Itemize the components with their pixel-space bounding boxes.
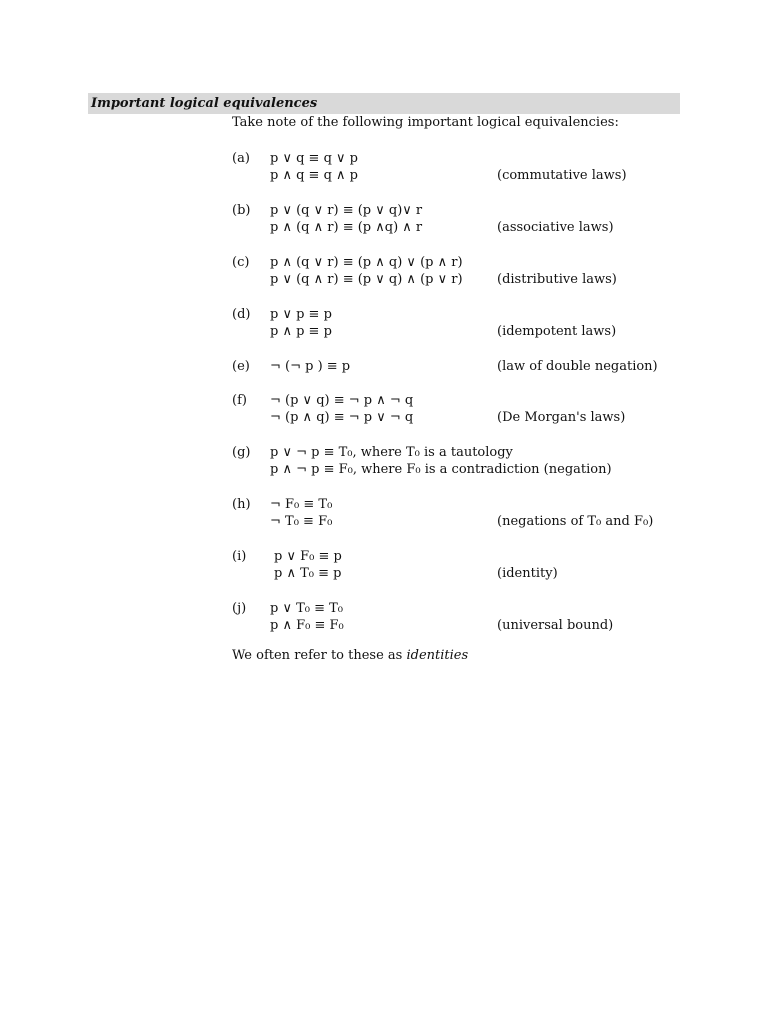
law-formula: ¬ (p ∨ q) ≡ ¬ p ∧ ¬ q — [270, 393, 414, 408]
law-formula: p ∧ T₀ ≡ p — [274, 566, 342, 581]
law-formula: ¬ (¬ p ) ≡ p — [270, 359, 351, 374]
law-name: (commutative laws) — [497, 168, 627, 183]
law-name: (De Morgan's laws) — [497, 410, 626, 425]
law-formula: p ∧ ¬ p ≡ F₀, where F₀ is a contradiction (negation) — [270, 462, 612, 477]
law-item-g — [232, 444, 672, 496]
law-formula: p ∨ q ≡ q ∨ p — [270, 151, 359, 166]
law-label: (b) — [232, 203, 251, 218]
law-item-f — [232, 392, 672, 444]
law-formula: p ∧ (q ∨ r) ≡ (p ∧ q) ∨ (p ∧ r) — [270, 255, 463, 270]
law-label: (h) — [232, 497, 251, 512]
law-label: (d) — [232, 307, 251, 322]
law-name: (law of double negation) — [497, 359, 658, 374]
section-heading-bar — [88, 93, 680, 114]
law-item-h — [232, 496, 672, 548]
law-name: (universal bound) — [497, 618, 614, 633]
law-formula: p ∧ F₀ ≡ F₀ — [270, 618, 344, 633]
equivalence-list — [232, 150, 672, 652]
law-name: (distributive laws) — [497, 272, 617, 287]
closing-text — [232, 647, 468, 665]
law-label: (a) — [232, 151, 250, 166]
closing-text-prefix: We often refer to these as — [232, 648, 407, 663]
closing-text-emphasis: identities — [406, 648, 469, 663]
law-formula: p ∧ (q ∧ r) ≡ (p ∧q) ∧ r — [270, 220, 423, 235]
law-name: (negations of T₀ and F₀) — [497, 514, 654, 529]
law-item-e — [232, 358, 672, 392]
law-item-j — [232, 600, 672, 652]
law-name: (idempotent laws) — [497, 324, 617, 339]
law-label: (j) — [232, 601, 247, 616]
law-formula: p ∨ ¬ p ≡ T₀, where T₀ is a tautology — [270, 445, 513, 460]
law-formula: p ∨ (q ∧ r) ≡ (p ∨ q) ∧ (p ∨ r) — [270, 272, 463, 287]
law-formula: ¬ F₀ ≡ T₀ — [270, 497, 333, 512]
law-label: (c) — [232, 255, 250, 270]
law-formula: p ∨ p ≡ p — [270, 307, 332, 322]
law-formula: p ∧ q ≡ q ∧ p — [270, 168, 359, 183]
law-formula: ¬ T₀ ≡ F₀ — [270, 514, 333, 529]
law-formula: ¬ (p ∧ q) ≡ ¬ p ∨ ¬ q — [270, 410, 414, 425]
section-heading: Important logical equivalences — [91, 96, 318, 111]
law-name: (associative laws) — [497, 220, 614, 235]
law-item-c — [232, 254, 672, 306]
law-label: (i) — [232, 549, 247, 564]
law-label: (f) — [232, 393, 247, 408]
law-name: (identity) — [497, 566, 558, 581]
law-label: (g) — [232, 445, 251, 460]
law-item-i — [232, 548, 672, 600]
law-item-d — [232, 306, 672, 358]
law-formula: p ∧ p ≡ p — [270, 324, 332, 339]
intro-text: Take note of the following important logical equivalencies: — [232, 115, 619, 130]
law-formula: p ∨ F₀ ≡ p — [274, 549, 342, 564]
law-item-a — [232, 150, 672, 202]
law-formula: p ∨ (q ∨ r) ≡ (p ∨ q)∨ r — [270, 203, 423, 218]
law-label: (e) — [232, 359, 250, 374]
law-formula: p ∨ T₀ ≡ T₀ — [270, 601, 344, 616]
law-item-b — [232, 202, 672, 254]
